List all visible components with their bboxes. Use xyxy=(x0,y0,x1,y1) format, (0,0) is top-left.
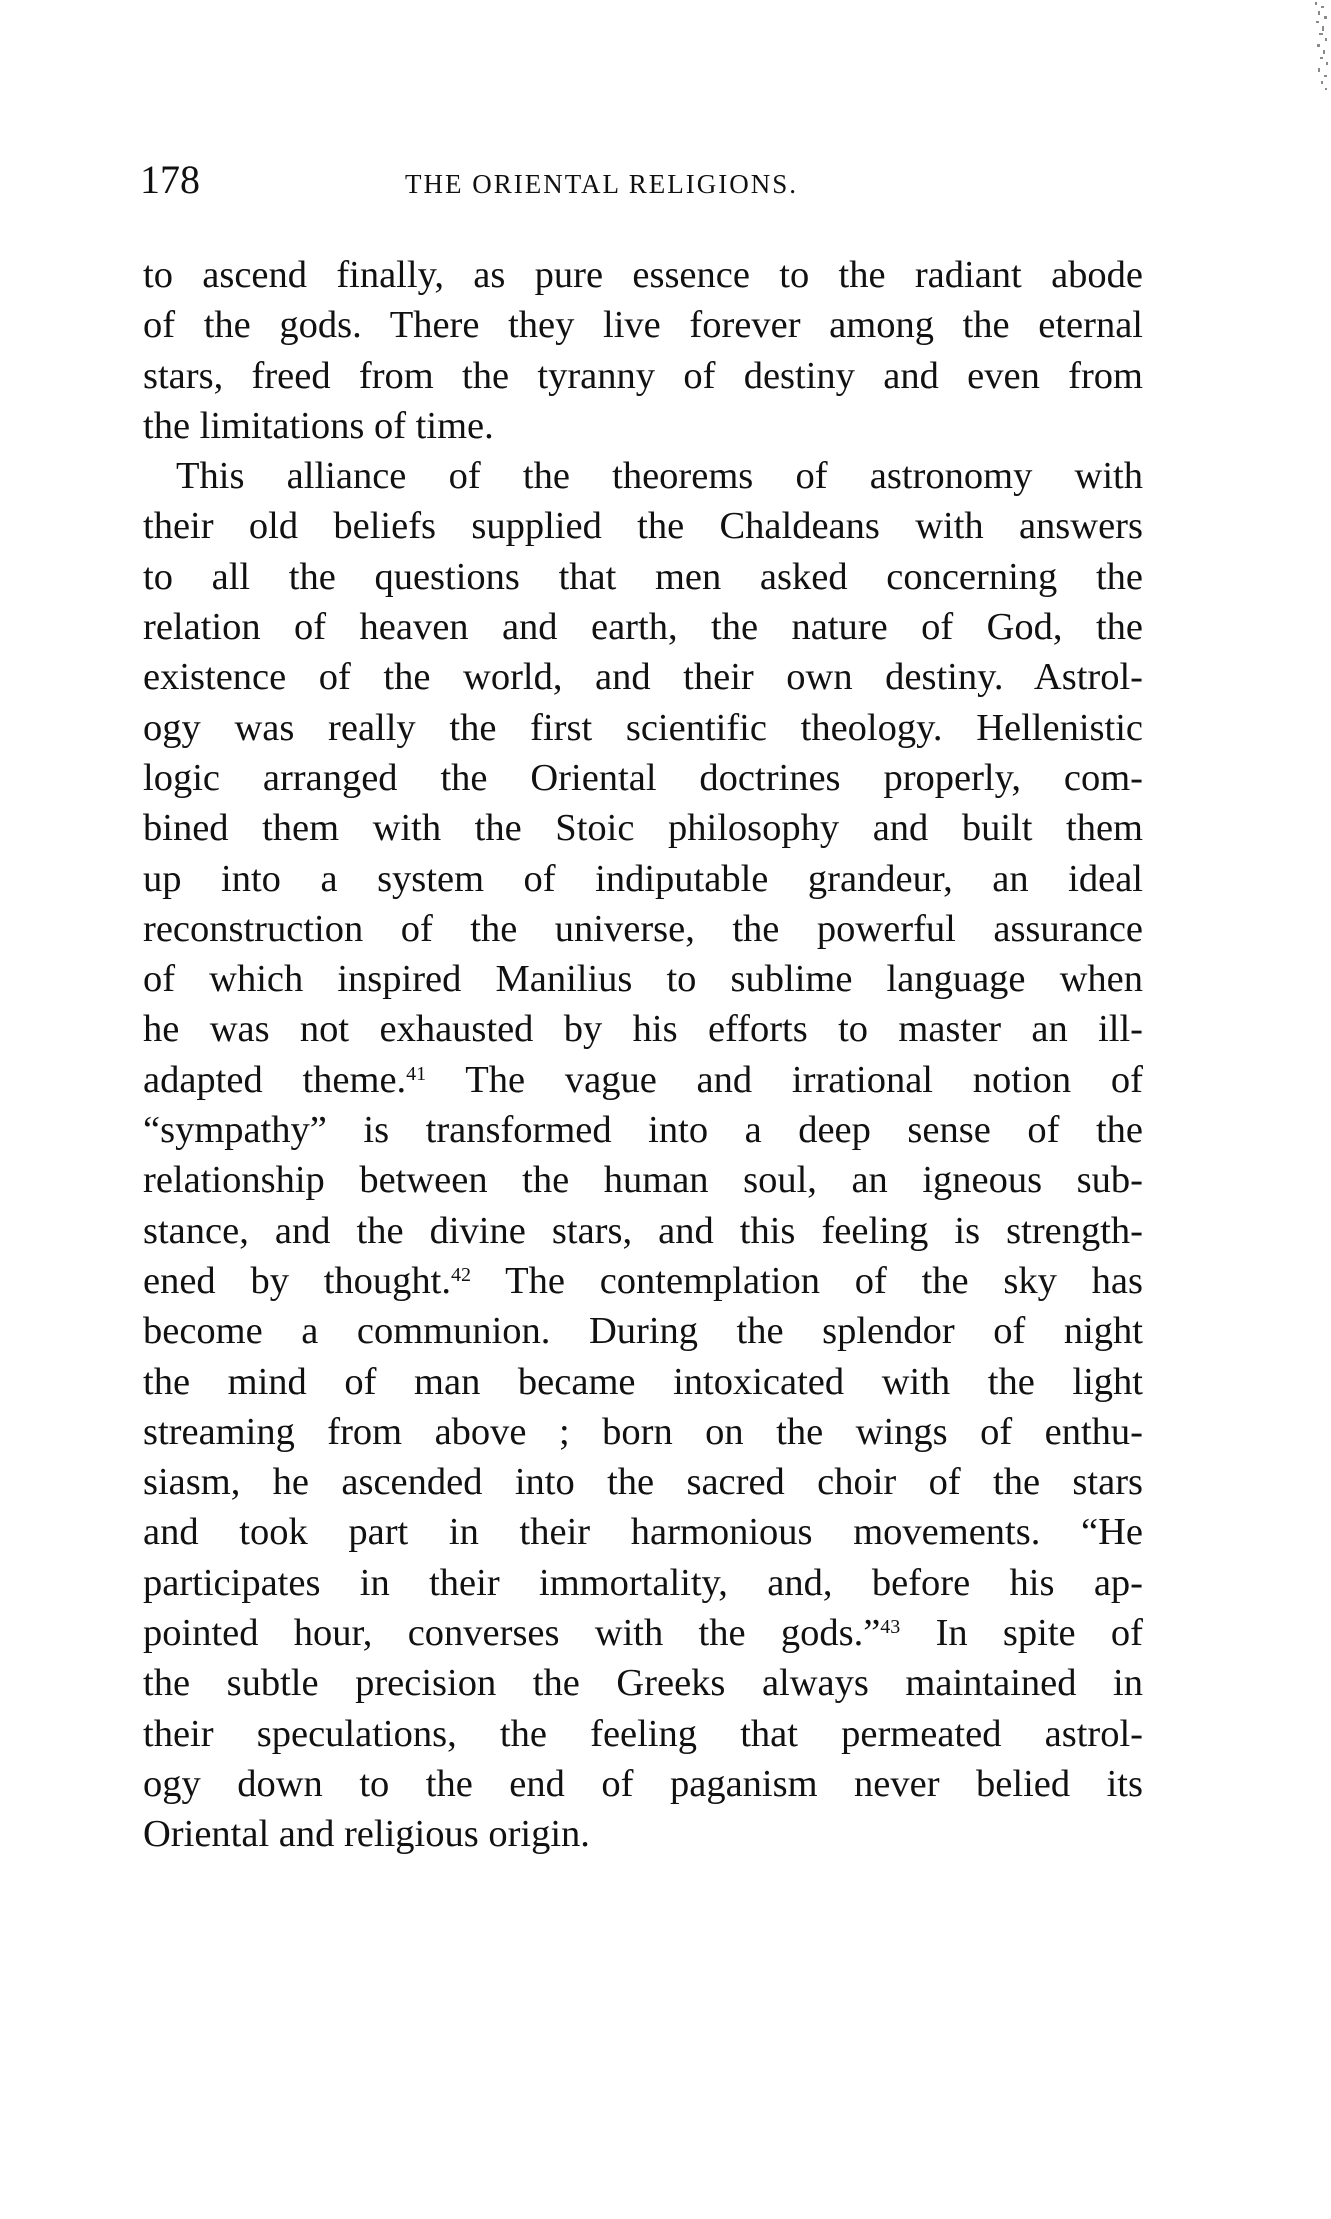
footnote-ref-42: 42 xyxy=(451,1263,471,1286)
text-line: the mind of man became intoxicated with the light xyxy=(143,1360,1143,1403)
paragraph xyxy=(143,250,1143,451)
text-line xyxy=(143,1055,1143,1105)
paragraph xyxy=(143,451,1143,1859)
text-segment: adapted theme. xyxy=(143,1058,407,1101)
text-line: their speculations, the feeling that permeated astrol- xyxy=(143,1712,1143,1755)
text-segment: The contemplation of the sky has xyxy=(471,1259,1143,1302)
text-line: their old beliefs supplied the Chaldeans with answers xyxy=(143,505,1143,548)
text-line: existence of the world, and their own destiny. Astrol- xyxy=(143,656,1143,699)
text-line: streaming from above ; born on the wings of enthu- xyxy=(143,1410,1143,1453)
text-line: he was not exhausted by his efforts to master an ill- xyxy=(143,1008,1143,1051)
text-line: up into a system of indiputable grandeur, an ideal xyxy=(143,857,1143,900)
text-line: to ascend finally, as pure essence to the radiant abode xyxy=(143,254,1143,296)
text-line: siasm, he ascended into the sacred choir of the stars xyxy=(143,1461,1143,1504)
text-line: stance, and the divine stars, and this feeling is strength- xyxy=(143,1209,1143,1252)
text-line: become a communion. During the splendor of night xyxy=(143,1310,1143,1353)
text-line: the limitations of time. xyxy=(143,404,494,447)
text-line: relation of heaven and earth, the nature of God, the xyxy=(143,606,1143,649)
text-line: ogy was really the first scientific theology. Hellenistic xyxy=(143,706,1143,749)
text-line: of which inspired Manilius to sublime language when xyxy=(143,958,1143,1001)
text-line: reconstruction of the universe, the powerful assurance xyxy=(143,907,1143,950)
text-line: and took part in their harmonious movements. “He xyxy=(143,1511,1143,1554)
text-segment: In spite of xyxy=(900,1612,1143,1655)
text-line: “sympathy” is transformed into a deep sense of the xyxy=(143,1109,1143,1152)
footnote-ref-43: 43 xyxy=(880,1616,901,1639)
footnote-ref-41: 41 xyxy=(406,1062,427,1085)
text-segment: pointed hour, converses with the gods.” xyxy=(143,1612,881,1655)
body-text xyxy=(143,250,1143,1860)
text-line: participates in their immortality, and, before his ap- xyxy=(143,1561,1143,1604)
text-line: of the gods. There they live forever among the eternal xyxy=(143,304,1143,347)
text-line xyxy=(143,1608,1143,1658)
text-line: logic arranged the Oriental doctrines properly, com- xyxy=(143,756,1143,799)
text-segment: ened by thought. xyxy=(143,1259,451,1302)
text-line: stars, freed from the tyranny of destiny and even from xyxy=(143,354,1143,397)
page-header xyxy=(140,150,1140,210)
text-line xyxy=(143,1256,1143,1306)
page-edge-scan-artifact xyxy=(1309,0,1331,110)
text-segment: The vague and irrational notion of xyxy=(426,1058,1143,1101)
running-head: THE ORIENTAL RELIGIONS. xyxy=(405,169,799,199)
text-line: Oriental and religious origin. xyxy=(143,1813,590,1856)
text-line: relationship between the human soul, an igneous sub- xyxy=(143,1159,1143,1202)
page-number: 178 xyxy=(140,157,200,202)
text-line: ogy down to the end of paganism never belied its xyxy=(143,1762,1143,1805)
text-line: This alliance of the theorems of astronomy with xyxy=(176,455,1143,498)
text-line: bined them with the Stoic philosophy and built them xyxy=(143,807,1143,850)
text-line: to all the questions that men asked concerning the xyxy=(143,555,1143,598)
text-line: the subtle precision the Greeks always maintained in xyxy=(143,1662,1143,1705)
